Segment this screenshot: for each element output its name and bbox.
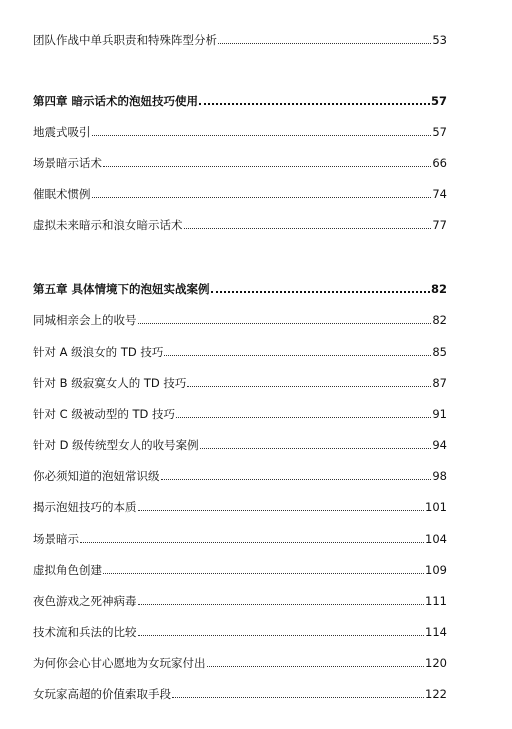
toc-entry-title: 催眠术惯例 bbox=[33, 187, 91, 201]
toc-entry-title: 夜色游戏之死神病毒 bbox=[33, 594, 137, 608]
dot-leader bbox=[184, 228, 432, 229]
toc-entry bbox=[33, 434, 447, 452]
dot-leader bbox=[218, 43, 431, 44]
toc-entry bbox=[33, 496, 447, 514]
toc-entry bbox=[33, 121, 447, 139]
toc-entry-page: 104 bbox=[425, 532, 447, 546]
chapter-page: 82 bbox=[430, 282, 447, 296]
toc-entry-title: 针对 A 级浪女的 TD 技巧 bbox=[33, 345, 164, 359]
toc-entry bbox=[33, 621, 447, 639]
toc-entry-title: 针对 D 级传统型女人的收号案例 bbox=[33, 438, 199, 452]
toc-entry-title: 你必须知道的泡妞常识级 bbox=[33, 469, 160, 483]
toc-entry-page: 82 bbox=[432, 313, 447, 327]
toc-entry-page: 101 bbox=[425, 500, 447, 514]
toc-entry bbox=[33, 372, 447, 390]
toc-entry-page: 91 bbox=[432, 407, 447, 421]
toc-entry-title: 技术流和兵法的比较 bbox=[33, 625, 137, 639]
chapter-title: 第四章 暗示话术的泡妞技巧使用 bbox=[33, 94, 199, 108]
toc-entry-page: 109 bbox=[425, 563, 447, 577]
toc-entry bbox=[33, 465, 447, 483]
dot-leader bbox=[199, 103, 430, 105]
toc-entry-title: 同城相亲会上的收号 bbox=[33, 313, 137, 327]
toc-entry-title: 针对 B 级寂寞女人的 TD 技巧 bbox=[33, 376, 187, 390]
toc-entry-page: 74 bbox=[432, 187, 447, 201]
dot-leader bbox=[187, 386, 431, 387]
toc-entry bbox=[33, 341, 447, 359]
dot-leader bbox=[172, 697, 424, 698]
toc-entry-page: 122 bbox=[425, 687, 447, 701]
toc-entry-title: 场景暗示 bbox=[33, 532, 79, 546]
toc-entry-title: 虚拟角色创建 bbox=[33, 563, 102, 577]
toc-entry-page: 94 bbox=[432, 438, 447, 452]
toc-entry bbox=[33, 214, 447, 232]
toc-chapter-heading bbox=[33, 278, 447, 296]
toc-entry-title: 为何你会心甘心愿地为女玩家付出 bbox=[33, 656, 206, 670]
toc-entry-title: 女玩家高超的价值索取手段 bbox=[33, 687, 171, 701]
toc-entry-page: 98 bbox=[432, 469, 447, 483]
toc-entry-title: 针对 C 级被动型的 TD 技巧 bbox=[33, 407, 176, 421]
toc-entry-title: 团队作战中单兵职责和特殊阵型分析 bbox=[33, 33, 217, 47]
toc-entry bbox=[33, 652, 447, 670]
dot-leader bbox=[161, 479, 432, 480]
dot-leader bbox=[164, 355, 431, 356]
toc-entry-title: 场景暗示话术 bbox=[33, 156, 102, 170]
dot-leader bbox=[138, 635, 425, 636]
toc-entry bbox=[33, 559, 447, 577]
dot-leader bbox=[80, 542, 424, 543]
dot-leader bbox=[200, 448, 432, 449]
toc-entry-page: 111 bbox=[425, 594, 447, 608]
toc-entry bbox=[33, 29, 447, 47]
toc-entry-page: 120 bbox=[425, 656, 447, 670]
dot-leader bbox=[92, 197, 432, 198]
chapter-page: 57 bbox=[430, 94, 447, 108]
toc-entry-page: 85 bbox=[432, 345, 447, 359]
toc-entry-page: 66 bbox=[432, 156, 447, 170]
dot-leader bbox=[138, 604, 425, 605]
chapter-title: 第五章 具体情境下的泡妞实战案例 bbox=[33, 282, 210, 296]
toc-entry bbox=[33, 152, 447, 170]
dot-leader bbox=[211, 291, 430, 293]
toc-entry-page: 57 bbox=[432, 125, 447, 139]
toc-entry-title: 虚拟未来暗示和浪女暗示话术 bbox=[33, 218, 183, 232]
dot-leader bbox=[176, 417, 431, 418]
dot-leader bbox=[103, 573, 424, 574]
toc-entry bbox=[33, 403, 447, 421]
toc-entry bbox=[33, 309, 447, 327]
toc-entry-page: 77 bbox=[432, 218, 447, 232]
toc-entry-page: 114 bbox=[425, 625, 447, 639]
toc-entry bbox=[33, 183, 447, 201]
toc-entry bbox=[33, 590, 447, 608]
dot-leader bbox=[138, 510, 425, 511]
dot-leader bbox=[207, 666, 425, 667]
toc-entry-page: 87 bbox=[432, 376, 447, 390]
toc-entry-title: 揭示泡妞技巧的本质 bbox=[33, 500, 137, 514]
toc-chapter-heading bbox=[33, 90, 447, 108]
dot-leader bbox=[138, 323, 432, 324]
toc-entry bbox=[33, 683, 447, 701]
toc-entry bbox=[33, 528, 447, 546]
toc-entry-page: 53 bbox=[432, 33, 447, 47]
dot-leader bbox=[92, 135, 432, 136]
toc-entry-title: 地震式吸引 bbox=[33, 125, 91, 139]
dot-leader bbox=[103, 166, 431, 167]
